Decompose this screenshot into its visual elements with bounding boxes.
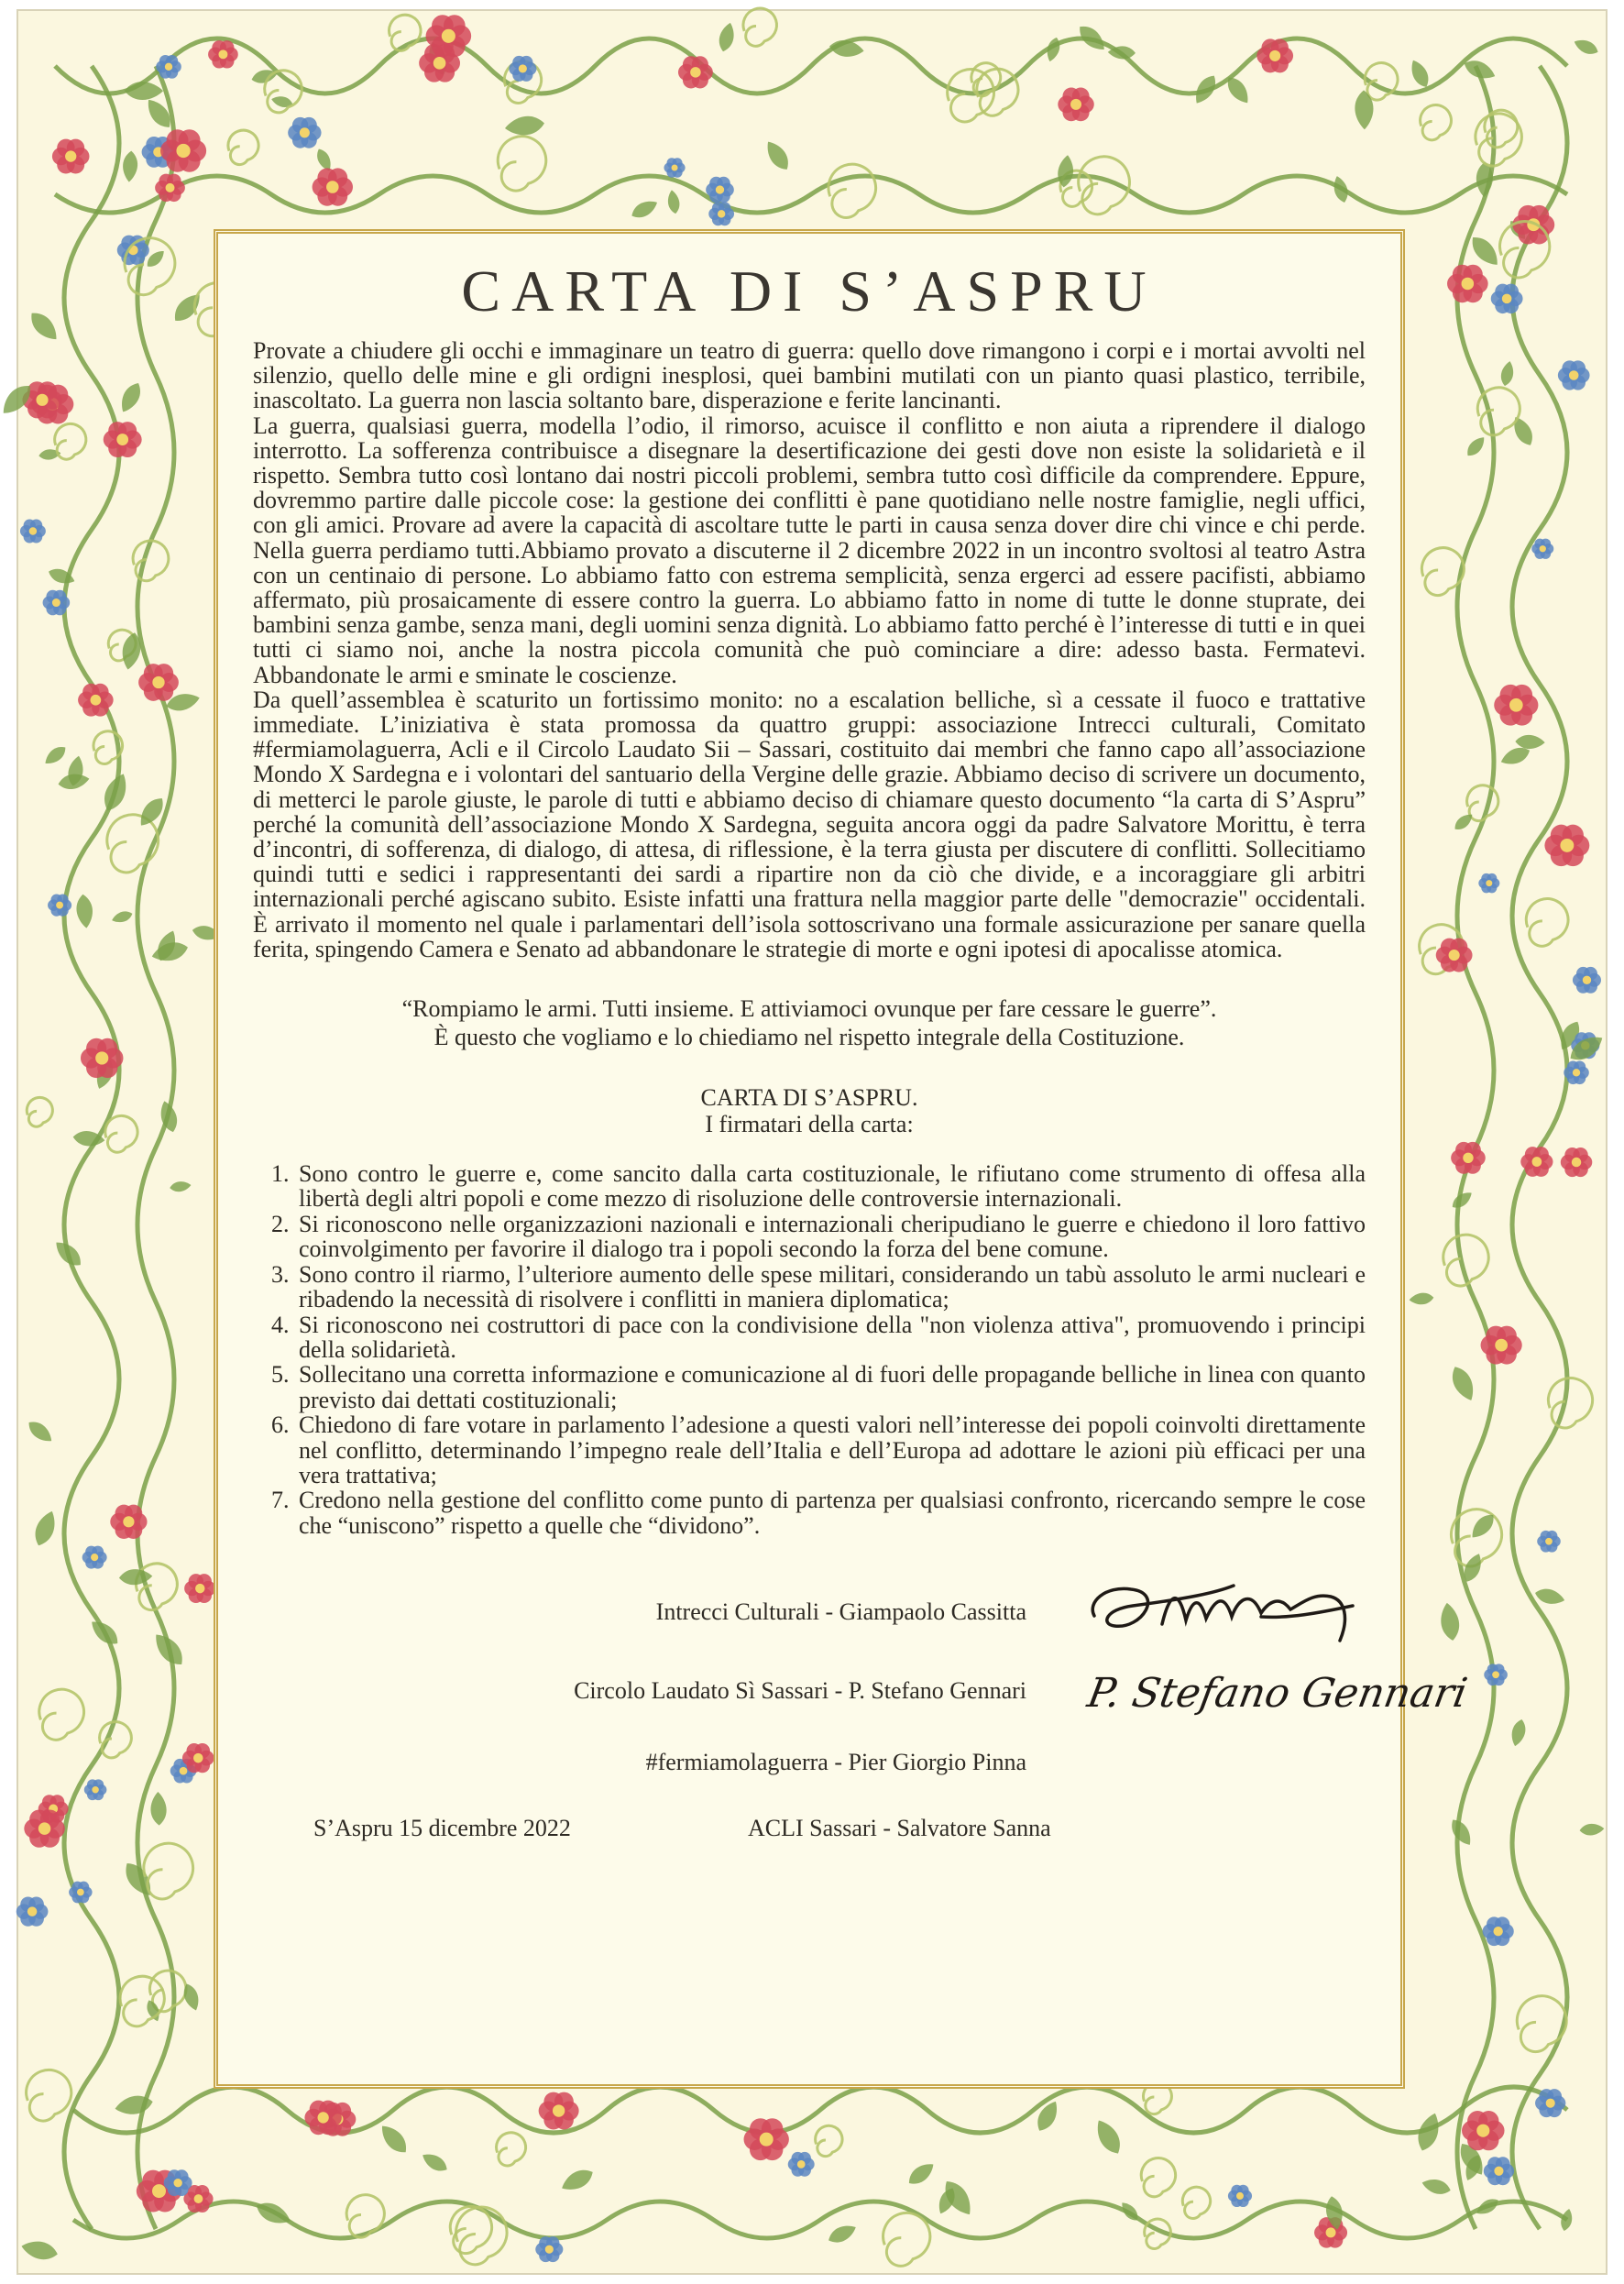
flower-center [442, 29, 455, 43]
flower-center [519, 64, 527, 72]
commitment-item: 2. Si riconoscono nelle organizzazioni nazionali e internazionali cheripudiano le guerre e chiedono il loro fattivo coinvolgimento per favorire il dialogo tra i popoli secondo la forza del bene comune. [295, 1212, 1366, 1262]
leaf [75, 894, 94, 929]
tendril-curl [27, 1097, 52, 1126]
leaf [1474, 2195, 1501, 2218]
leaf [118, 1568, 152, 1586]
leaf [1515, 734, 1545, 749]
leaf [828, 38, 865, 60]
signatures-block [253, 1565, 1471, 1987]
leaf [419, 2149, 450, 2175]
leaf [717, 21, 738, 53]
intro-paragraph: Provate a chiudere gli occhi e immaginare un teatro di guerra: quello dove rimangono i corpi e i mortai avvolti nel silenzio, quello delle mine e gli ordigni inesplosi, quei bambini mutilati con un pianto quasi plastico, terribile, inascoltato. La guerra non lascia soltanto bare, disperazione e ferite lancinanti. [253, 337, 1366, 414]
flower-center [690, 67, 701, 78]
flower-center [38, 1822, 51, 1835]
leaf [1409, 1292, 1434, 1306]
leaf [116, 379, 146, 415]
leaf [1091, 2116, 1125, 2158]
flower-center [29, 527, 37, 534]
flower-center [65, 150, 76, 161]
quote-line: “Rompiamo le armi. Tutti insieme. E attiviamoci ovunque per fare cessare le guerre”. [401, 995, 1217, 1023]
flower-center [300, 127, 310, 137]
leaf [122, 150, 138, 182]
tendril-curl [1526, 899, 1568, 947]
tendril-curl [1476, 114, 1521, 166]
flower-center [180, 1767, 188, 1775]
handwritten-signature-cassitta [1078, 1565, 1371, 1648]
war-reflection-paragraph: La guerra, qualsiasi guerra, modella l’odio, il rimorso, acuisce il conflitto e non aiuta a riprendere il dialogo interrotto. La sofferenza contribuisce a disegnare la desertificazione dei gesti dove non esiste la solidarietà e il rispetto. Sembra tutto così lontano dai nostri piccoli problemi, sembra tutto così difficile da comprendere. Eppure, dovremmo partire dalle piccole cose: la gestione dei conflitti è pane quotidiano nelle nostre famiglie, negli uffici, con gli amici. Provare ad avere la capacità di ascoltare tutte le parti in causa senza dover dire chi vince e chi perde. Nella guerra perdiamo tutti.Abbiamo provato a discuterne il 2 dicembre 2022 in un incontro svoltosi al teatro Astra con un centinaio di persone. Lo abbiamo fatto con estrema semplicità, senza ergerci ad essere pacifisti, abbiamo affermato, più prosaicamente di essere contro la guerra. Lo abbiamo fatto in nome di tutte le donne stuprate, dei bambini senza gambe, senza mani, degli uomini senza dignità. Lo abbiamo fatto perché è l’interesse di tutti e in quei tutti ci siamo noi, anche la nostra piccola comunità che può cominciare a dire: adesso basta. Fermatevi. Abbandonate le armi e sminate le coscienze. [253, 412, 1366, 688]
commitment-item: 5. Sollecitano una corretta informazione e comunicazione al di fuori delle propagande belliche in linea con quanto previsto dai dettati costituzionali; [295, 1362, 1366, 1412]
flower-center [1569, 370, 1579, 380]
flower-center [1532, 1157, 1542, 1167]
leaf [253, 2198, 294, 2229]
flower-center [433, 57, 446, 70]
leaf [157, 1099, 180, 1134]
leaf [25, 1417, 56, 1446]
flower-center [92, 1786, 98, 1793]
leaf [26, 307, 62, 345]
signatories-heading [253, 1084, 1366, 1137]
leaf [1447, 1816, 1476, 1849]
flower-center [1572, 1158, 1582, 1168]
leaf [1509, 1718, 1528, 1748]
commitment-item: 3. Sono contro il riarmo, l’ulteriore aumento delle spese militari, considerando un tabù assoluto le armi nucleari e ribadendo la necessità di risolvere i conflitti in maniera diplomatica; [295, 1262, 1366, 1312]
leaf [558, 2165, 597, 2195]
tendril-curl [100, 1722, 132, 1758]
vine-stem [55, 38, 1567, 93]
leaf [1421, 2176, 1453, 2197]
signatory-line: Intrecci Culturali - Giampaolo Cassitta [655, 1598, 1026, 1626]
flower-center [317, 2112, 328, 2123]
signatories-label: I firmatari della carta: [705, 1111, 914, 1138]
tendril-curl [1141, 2158, 1175, 2197]
flower-center [194, 2194, 203, 2203]
tendril-curl [228, 130, 258, 164]
flower-center [716, 185, 724, 193]
flower-center [1326, 2227, 1336, 2237]
flower-center [152, 2184, 166, 2198]
tendril-curl [828, 164, 876, 217]
flower-center [1449, 950, 1460, 961]
leaf [30, 1508, 60, 1548]
flower-center [36, 394, 48, 406]
vine-stem [73, 2087, 1567, 2133]
quote-line: È questo che vogliamo e lo chiediamo nel rispetto integrale della Costituzione. [433, 1024, 1185, 1051]
tendril-curl [883, 2213, 930, 2266]
flower-center [152, 676, 164, 688]
flower-center [1070, 99, 1081, 110]
flower-center [166, 183, 175, 192]
flower-center [1546, 2099, 1555, 2108]
signatory-line: Circolo Laudato Sì Sassari - P. Stefano Gennari [574, 1677, 1026, 1705]
flower-center [1573, 1069, 1580, 1076]
leaf [629, 196, 660, 222]
leaf [1579, 1823, 1605, 1836]
flower-center [91, 1554, 98, 1561]
flower-center [718, 210, 725, 217]
flower-center [56, 902, 63, 909]
leaf [1191, 71, 1221, 107]
flower-center [165, 63, 172, 71]
leaf [376, 2121, 411, 2158]
leaf [1509, 413, 1537, 448]
flower-center [173, 2179, 181, 2187]
flower-center [77, 1889, 84, 1896]
flower-center [1560, 839, 1574, 852]
tendril-curl [27, 2070, 71, 2121]
tendril-curl [1182, 2187, 1210, 2218]
tendril-curl [1548, 1378, 1592, 1428]
leaf [666, 189, 681, 214]
tendril-curl [456, 2207, 507, 2265]
leaf [170, 289, 206, 326]
tendril-curl [105, 1115, 137, 1152]
tendril-curl [1477, 388, 1520, 435]
charter-subtitle: CARTA DI S’ASPRU. [700, 1084, 918, 1112]
leaf [1447, 1363, 1479, 1404]
flower-center [553, 2104, 565, 2116]
leaf [826, 2221, 859, 2246]
flower-center [1494, 2167, 1503, 2176]
flower-center [1486, 880, 1492, 886]
commitments-list [253, 1161, 1366, 1538]
leaf [1464, 434, 1488, 459]
leaf [1407, 57, 1432, 90]
vine-stem [137, 66, 174, 2229]
tendril-curl [39, 1689, 84, 1740]
text-panel [214, 229, 1471, 2089]
flower-center [193, 1753, 203, 1763]
leaf [762, 137, 794, 174]
leaf [905, 2158, 938, 2189]
leaf [110, 909, 134, 926]
vine-stem [64, 66, 119, 2229]
leaf [1056, 154, 1075, 188]
quote-block [253, 994, 1366, 1051]
flower-center [91, 695, 102, 706]
tendril-curl [55, 423, 86, 459]
flower-center [123, 1516, 134, 1527]
flower-center [1583, 976, 1591, 984]
commitment-item: 4. Si riconoscono nei costruttori di pace con la condivisione della "non violenza attiva", promuovendo i principi della solidarietà. [295, 1312, 1366, 1363]
tendril-curl [1421, 105, 1452, 140]
commitment-item: 7. Credono nella gestione del conflitto come punto di partenza per qualsiasi confronto, ricercando sempre le cose che “uniscono” rispetto a quelle che “dividono”. [295, 1488, 1366, 1538]
leaf [169, 1180, 192, 1192]
flower-center [1502, 294, 1512, 304]
flower-center [1236, 2192, 1244, 2200]
signatory-line: #fermiamolaguerra - Pier Giorgio Pinna [645, 1749, 1026, 1776]
leaf [150, 1792, 167, 1826]
tendril-curl [498, 137, 545, 191]
flower-center [1476, 2125, 1489, 2137]
flower-center [52, 598, 60, 607]
document-page [16, 9, 1608, 2275]
leaf [19, 2238, 59, 2263]
leaf [99, 770, 132, 814]
tendril-curl [497, 2133, 526, 2166]
flower-center [1463, 1153, 1473, 1163]
flower-center [1269, 50, 1280, 61]
flower-center [1493, 1927, 1502, 1936]
flower-center [672, 164, 678, 170]
date-place: S’Aspru 15 dicembre 2022 [313, 1815, 571, 1842]
leaf [149, 1629, 189, 1670]
leaf [41, 742, 69, 768]
flower-center [1540, 545, 1546, 552]
flower-center [326, 181, 339, 193]
leaf [1499, 360, 1516, 388]
leaf [1033, 2098, 1063, 2135]
flower-center [176, 144, 190, 158]
flower-center [95, 1051, 108, 1064]
handwritten-signature-gennari [1083, 1653, 1471, 1736]
flower-center [1545, 1538, 1553, 1545]
flower-center [27, 1906, 38, 1916]
flower-center [1509, 698, 1523, 712]
flower-center [1492, 1671, 1499, 1678]
tendril-curl [743, 8, 776, 46]
leaf [87, 1616, 123, 1650]
leaf [1466, 232, 1504, 270]
flower-center [760, 2133, 774, 2147]
flower-center [797, 2160, 806, 2169]
document-title: CARTA DI S’ASPRU [461, 258, 1158, 324]
tendril-curl [816, 2125, 842, 2156]
flower-center [116, 434, 128, 445]
flower-center [1495, 1339, 1508, 1352]
leaf [1572, 36, 1600, 57]
tendril-curl [144, 1843, 193, 1899]
leaf [125, 82, 163, 100]
signature-script: P. Stefano Gennari [1083, 1670, 1471, 1718]
flower-center [218, 49, 227, 59]
signatory-line: ACLI Sassari - Salvatore Sanna [748, 1815, 1051, 1842]
flower-center [195, 1584, 204, 1593]
leaf [1452, 810, 1476, 833]
commitment-item: 6. Chiedono di fare votare in parlamento l’adesione a questi valori nell’interesse dei popoli coinvolti direttamente nel conflitto, determinando l’impegno reale dell’Italia e dell’Europa ad adottare le azioni più efficaci per una vera trattativa; [295, 1412, 1366, 1488]
flower-center [545, 2246, 554, 2254]
leaf [1533, 1586, 1566, 1607]
leaf [1438, 1601, 1462, 1642]
leaf [1559, 2208, 1575, 2233]
tendril-curl [107, 815, 159, 873]
commitment-item: 1. Sono contro le guerre e, come sancito dalla carta costituzionale, le rifiutano come strumento di offesa alla libertà degli altri popoli e come mezzo di risoluzione delle controversie internazionali. [295, 1161, 1366, 1212]
flower-center [1462, 278, 1475, 291]
leaf [504, 114, 546, 137]
leaf [51, 1236, 86, 1270]
initiative-paragraph: Da quell’assemblea è scaturito un fortissimo monito: no a escalation belliche, sì a cessate il fuoco e trattative immediate. L’iniziativa è stata promossa da quattro gruppi: associazione Intrecci culturali, Comitato #fermiamolaguerra, Acli e il Circolo Laudato Sii – Sassari, costituito dai membri che fanno capo all’associazione Mondo X Sardegna e i volontari del santuario della Vergine delle grazie. Abbiamo deciso di scrivere un documento, di metterci le parole giuste, le parole di tutti e abbiamo deciso di chiamare questo documento “la carta di S’Aspru” perché la comunità dell’associazione Mondo X Sardegna, seguita ancora oggi da padre Salvatore Morittu, è terra d’incontri, di sofferenza, di dialogo, di attesa, di riflessione, è la terra giusta per discutere di conflitti. Sollecitiamo quindi tutti e sedici i rappresentanti dei sardi a ripartire non da ciò che divide, e a incoraggiare gli arbitri internazionali perché agiscano subito. Esiste infatti una frattura nella maggior parte delle "democrazie" occidentali. È arrivato il momento nel quale i parlamentari dell’isola sottoscrivano una formale assicurazione per sanare quella ferita, spingendo Camera e Senato ad abbandonare le strategie di morte e ogni ipotesi di apocalisse atomica. [253, 686, 1366, 962]
